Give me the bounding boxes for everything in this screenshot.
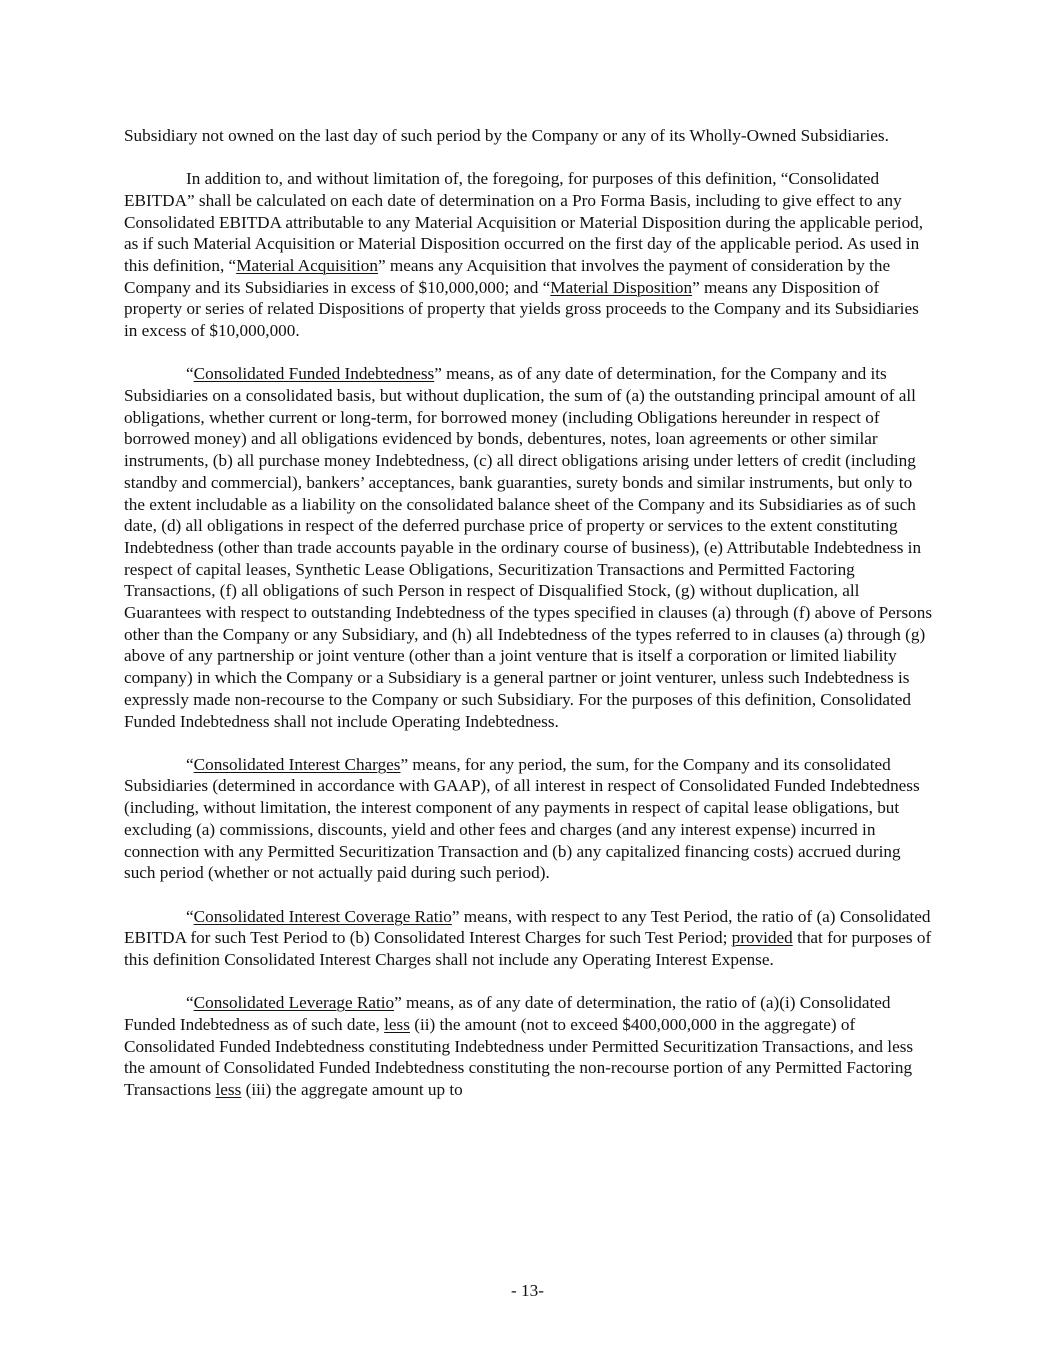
definition-body: (ii) the amount (not to exceed $400,000,000 in the aggregate) of Consolidated Funded Indebtedness constituting Indebtedness under Permitted Securitization Transactions, and less the amount of Consolidated Funded Indebtedness constituting the non-recourse portion of any Permitted Factoring Transactions [124, 1014, 914, 1099]
defined-term: Consolidated Funded Indebtedness [193, 364, 435, 384]
paragraph-text: ” means any Disposition of property or series of related Dispositions of property that yields gross proceeds to the Company and its Subsidiaries in excess of $10,000,000. [124, 277, 919, 341]
document-page [124, 125, 936, 1122]
less-term: less [384, 1014, 410, 1034]
paragraph-continuation [124, 125, 936, 147]
page-number: - 13- [511, 1281, 544, 1300]
defined-term: Consolidated Leverage Ratio [193, 993, 395, 1013]
less-term: less [215, 1079, 242, 1099]
definition-consolidated-interest-charges [124, 754, 936, 884]
paragraph-consolidated-ebitda-pro-forma [124, 168, 936, 342]
defined-term: Consolidated Interest Coverage Ratio [193, 906, 452, 926]
defined-term-material-acquisition: Material Acquisition [236, 256, 378, 276]
definition-body: (iii) the aggregate amount up to [241, 1079, 463, 1099]
paragraph-text: In addition to, and without limitation of, the foregoing, for purposes of this definition, “Consolidated EBITDA” shall be calculated on each date of determination on a Pro Forma Basis, including to give effect to any Consolidated EBITDA attributable to any Material Acquisition or Material Disposition during the applicable period, as if such Material Acquisition or Material Disposition occurred on the first day of the applicable period. As used in this definition, “ [124, 169, 924, 276]
defined-term-material-disposition: Material Disposition [550, 277, 693, 297]
paragraph-text: Subsidiary not owned on the last day of such period by the Company or any of its Wholly-Owned Subsidiaries. [124, 126, 889, 145]
paragraph-text: ” means any Acquisition that involves the payment of consideration by the Company and its Subsidiaries in excess of $10,000,000; and “ [124, 256, 891, 297]
definition-consolidated-funded-indebtedness [124, 363, 936, 732]
definition-body: ” means, as of any date of determination, the ratio of (a)(i) Consolidated Funded Indebtedness as of such date, [124, 993, 891, 1034]
open-quote: “ [186, 993, 194, 1013]
open-quote: “ [186, 364, 194, 384]
open-quote: “ [186, 906, 194, 926]
definition-body: ” means, for any period, the sum, for the Company and its consolidated Subsidiaries (determined in accordance with GAAP), of all interest in respect of Consolidated Funded Indebtedness (including, without limitation, the interest component of any payments in respect of capital lease obligations, but excluding (a) commissions, discounts, yield and other fees and charges (and any interest expense) incurred in connection with any Permitted Securitization Transaction and (b) any capitalized financing costs) accrued during such period (whether or not actually paid during such period). [124, 754, 920, 883]
open-quote: “ [186, 754, 194, 774]
definition-body: ” means, with respect to any Test Period, the ratio of (a) Consolidated EBITDA for such Test Period to (b) Consolidated Interest Charges for such Test Period; [124, 906, 931, 948]
definition-body: that for purposes of this definition Consolidated Interest Charges shall not include any Operating Interest Expense. [124, 928, 932, 969]
definition-body: ” means, as of any date of determination, for the Company and its Subsidiaries on a consolidated basis, but without duplication, the sum of (a) the outstanding principal amount of all obligations, whether current or long-term, for borrowed money (including Obligations hereunder in respect of borrowed money) and all obligations evidenced by bonds, debentures, notes, loan agreements or other similar instruments, (b) all purchase money Indebtedness, (c) all direct obligations arising under letters of credit (including standby and commercial), bankers’ acceptances, bank guaranties, surety bonds and similar instruments, but only to the extent includable as a liability on the consolidated balance sheet of the Company and its Subsidiaries as of such date, (d) all obligations in respect of the deferred purchase price of property or services to the extent constituting Indebtedness (other than trade accounts payable in the ordinary course of business), (e) Attributable Indebtedness in respect of capital leases, Synthetic Lease Obligations, Securitization Transactions and Permitted Factoring Transactions, (f) all obligations of such Person in respect of Disqualified Stock, (g) without duplication, all Guarantees with respect to outstanding Indebtedness of the types specified in clauses (a) through (f) above of Persons other than the Company or any Subsidiary, and (h) all Indebtedness of the types referred to in clauses (a) through (g) above of any partnership or joint venture (other than a joint venture that is itself a corporation or limited liability company) in which the Company or a Subsidiary is a general partner or joint venturer, unless such Indebtedness is expressly made non-recourse to the Company or such Subsidiary. For the purposes of this definition, Consolidated Funded Indebtedness shall not include Operating Indebtedness. [124, 364, 933, 731]
defined-term: Consolidated Interest Charges [193, 754, 401, 774]
proviso-term: provided [731, 928, 793, 948]
definition-consolidated-interest-coverage-ratio [124, 906, 936, 971]
definition-consolidated-leverage-ratio [124, 992, 936, 1101]
